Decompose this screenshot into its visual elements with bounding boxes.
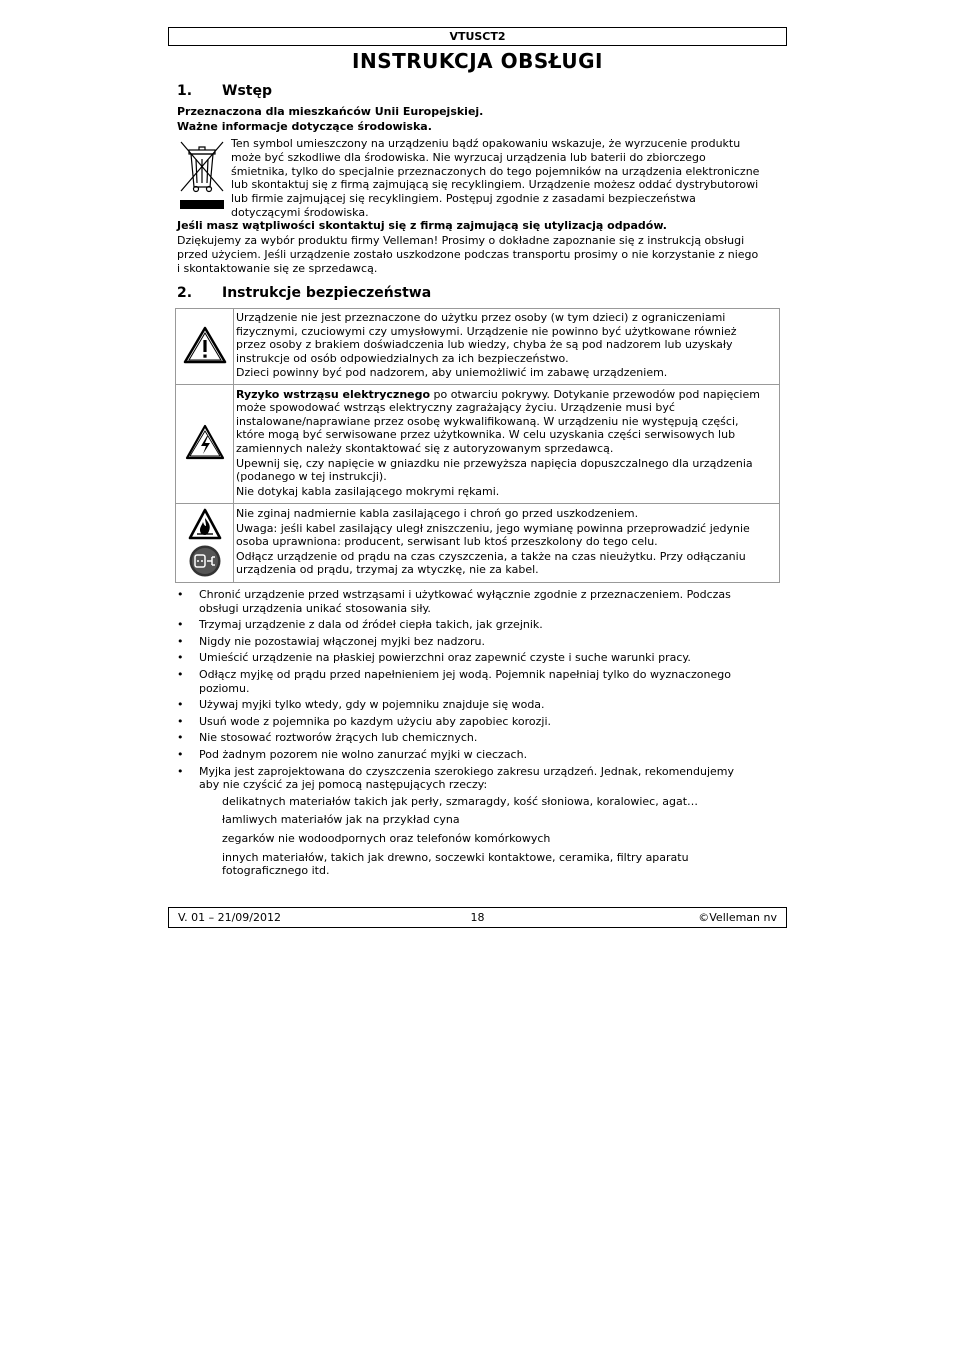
section-1-title: Wstęp — [222, 83, 272, 99]
sub-list-item — [177, 832, 767, 846]
electric-shock-icon — [185, 424, 225, 460]
document-title: INSTRUKCJA OBSŁUGI — [352, 49, 603, 73]
text-line: po otwarciu pokrywy. Dotykanie przewodów pod napięciem — [430, 387, 760, 401]
weee-line: Ten symbol umieszczony na urządzeniu bądź opakowaniu wskazuje, że wyrzucenie produktu — [231, 137, 741, 150]
weee-line: lub firmie zajmującej się recyklingiem. Postępuj zgodnie z zasadami bezpieczeństwa — [231, 192, 696, 206]
bullet-dot: • — [177, 634, 184, 648]
text-line: zamiennych należy skontaktować się z autoryzowanym sprzedawcą. — [236, 442, 614, 455]
text-line: Trzymaj urządzenie z dala od źródeł ciepła takich, jak grzejnik. — [199, 618, 543, 632]
text-line: Pod żadnym pozorem nie wolno zanurzać myjki w cieczach. — [199, 747, 528, 761]
voltage-check-paragraph — [236, 457, 777, 484]
text-line: osoba uprawniona: producent, serwisant lub ktoś przeszkolony do tego celu. — [236, 535, 658, 549]
environment-info-heading: Ważne informacje dotyczące środowiska. — [177, 120, 432, 133]
text-line: które mogą być serwisowane przez użytkownika. W celu uzyskania części serwisowych lub — [236, 428, 736, 442]
list-item — [177, 765, 767, 792]
text-line: Usuń wode z pojemnika po kazdym użyciu aby zapobiec korozji. — [199, 714, 551, 728]
section-2-title: Instrukcje bezpieczeństwa — [222, 285, 432, 301]
safety-text-cell — [234, 504, 780, 583]
safety-row-general — [176, 309, 780, 385]
sub-list-item — [177, 851, 767, 878]
list-item — [177, 635, 767, 649]
children-supervision-paragraph: Dzieci powinny być pod nadzorem, aby uniemożliwić im zabawę urządzeniem. — [236, 366, 668, 380]
safety-text-cell — [234, 309, 780, 385]
thanks-line: Dziękujemy za wybór produktu firmy Velleman! Prosimy o dokładne zapoznanie się z instrukcją obsługi — [177, 234, 745, 247]
text-line: innych materiałów, takich jak drewno, soczewki kontaktowe, ceramika, filtry aparatu — [222, 850, 689, 864]
bullet-dot: • — [177, 747, 184, 761]
weee-line: śmietnika, tylko do specjalnie przeznaczonych do tego pojemników na urządzenia elektroniczne — [231, 164, 760, 178]
list-item — [177, 698, 767, 712]
warning-triangle-icon — [183, 326, 227, 364]
fire-hazard-icon — [188, 508, 222, 542]
safety-row-electric — [176, 385, 780, 504]
list-item — [177, 715, 767, 729]
bullet-dot: • — [177, 698, 184, 712]
eu-residents-note: Przeznaczona dla mieszkańców Unii Europejskiej. — [177, 105, 484, 118]
text-line: (podanego w tej instrukcji). — [236, 470, 387, 484]
text-line: fizycznymi, czuciowymi czy umysłowymi. Urządzenie nie powinno być użytkowane również — [236, 324, 737, 338]
bullet-dot: • — [177, 588, 184, 601]
list-item — [177, 651, 767, 665]
text-line: aby nie czyścić za jej pomocą następujących rzeczy: — [199, 778, 488, 792]
section-1-heading — [177, 83, 272, 99]
text-line: instalowane/naprawiane przez osobę wykwalifikowaną. W urządzeniu nie występują części, — [236, 414, 739, 428]
safety-bullet-list — [177, 588, 767, 883]
list-item — [177, 618, 767, 632]
copyright: ©Velleman nv — [698, 911, 777, 924]
section-2-number: 2. — [177, 285, 193, 301]
text-line: Nigdy nie pozostawiaj włączonej myjki bez nadzoru. — [199, 634, 486, 648]
weee-line: lub skontaktuj się z firmą zajmującą się recyklingiem. Urządzenie możesz oddać dystrybutorowi — [231, 178, 759, 192]
text-line: Chronić urządzenie przed wstrząsami i użytkować wyłącznie zgodnie z przeznaczeniem. Podczas — [199, 588, 731, 601]
text-line: obsługi urządzenia unikać stosowania siły. — [199, 601, 431, 615]
cable-bend-paragraph: Nie zginaj nadmiernie kabla zasilającego i chroń go przed uszkodzeniem. — [236, 507, 639, 521]
text-line: poziomu. — [199, 681, 250, 695]
weee-line: dotyczącymi środowiska. — [231, 205, 369, 219]
text-line: fotograficznego itd. — [222, 864, 330, 878]
unplug-icon — [188, 544, 222, 578]
electric-risk-paragraph — [236, 388, 777, 456]
text-line: delikatnych materiałów takich jak perły, szmaragdy, kość słoniowa, koralowiec, agat… — [222, 794, 699, 808]
cable-replacement-paragraph — [236, 522, 777, 549]
safety-icon-cell — [176, 504, 234, 583]
list-item — [177, 748, 767, 762]
text-line: Odłącz myjkę od prądu przed napełnieniem jej wodą. Pojemnik napełniaj tylko do wyznaczonego — [199, 667, 731, 681]
section-2-heading — [177, 285, 431, 301]
model-header — [168, 27, 787, 46]
text-line: łamliwych materiałów jak na przykład cyna — [222, 813, 460, 827]
sub-list-item — [177, 813, 767, 827]
text-line: Urządzenie nie jest przeznaczone do użytku przez osoby (w tym dzieci) z ograniczeniami — [236, 311, 726, 325]
text-line: przez osoby z brakiem doświadczenia lub wiedzy, chyba że są pod nadzorem lub uzyskały — [236, 338, 733, 352]
safety-icon-cell — [176, 385, 234, 504]
bullet-dot: • — [177, 714, 184, 728]
text-line: Myjka jest zaprojektowana do czyszczenia szerokiego zakresu urządzeń. Jednak, rekomendujemy — [199, 764, 735, 778]
general-safety-paragraph — [236, 311, 777, 365]
model-name: VTUSCT2 — [449, 30, 506, 43]
weee-text — [231, 137, 781, 220]
version-date: V. 01 – 21/09/2012 — [178, 911, 281, 924]
text-line: urządzenia od prądu, trzymaj za wtyczkę, nie za kabel. — [236, 563, 539, 577]
text-line: instrukcje od osób odpowiedzialnych za ich bezpieczeństwo. — [236, 351, 569, 365]
weee-line: może być szkodliwe dla środowiska. Nie wyrzucaj urządzenia lub baterii do zbiorczego — [231, 150, 706, 164]
bullet-dot: • — [177, 667, 184, 681]
section-1-number: 1. — [177, 83, 193, 99]
safety-text-cell — [234, 385, 780, 504]
text-line: Odłącz urządzenie od prądu na czas czyszczenia, a także na czas nieużytku. Przy odłączaniu — [236, 549, 746, 563]
safety-icon-cell — [176, 309, 234, 385]
bullet-dot: • — [177, 651, 184, 665]
bullet-dot: • — [177, 764, 184, 778]
bullet-dot: • — [177, 731, 184, 745]
text-line: Upewnij się, czy napięcie w gniazdku nie przewyższa napięcia dopuszczalnego dla urządzenia — [236, 456, 753, 470]
bullet-dot: • — [177, 618, 184, 632]
unplug-paragraph — [236, 550, 777, 577]
thanks-line: przed użyciem. Jeśli urządzenie zostało uszkodzone podczas transportu prosimy o nie korzystanie z niego — [177, 247, 759, 261]
safety-table — [175, 308, 780, 583]
page-number: 18 — [470, 911, 485, 924]
thanks-line: i skontaktowanie się ze sprzedawcą. — [177, 261, 378, 275]
text-line: zegarków nie wodoodpornych oraz telefonów komórkowych — [222, 831, 551, 845]
text-line: Używaj myjki tylko wtedy, gdy w pojemniku znajduje się woda. — [199, 698, 545, 712]
list-item — [177, 731, 767, 745]
text-line: Uwaga: jeśli kabel zasilający uległ zniszczeniu, jego wymianę powinna przeprowadzić jedynie — [236, 521, 750, 535]
wet-hands-paragraph: Nie dotykaj kabla zasilającego mokrymi rękami. — [236, 484, 500, 498]
contact-waste-company-note: Jeśli masz wątpliwości skontaktuj się z firmą zajmującą się utylizacją odpadów. — [177, 219, 667, 232]
list-item — [177, 668, 767, 695]
list-item — [177, 588, 767, 615]
sub-list-item — [177, 795, 767, 809]
page-footer — [168, 907, 787, 928]
text-line: Nie stosować roztworów żrących lub chemicznych. — [199, 731, 478, 745]
weee-bin-icon — [178, 139, 226, 211]
electric-risk-lead: Ryzyko wstrząsu elektrycznego — [236, 387, 431, 401]
safety-row-cable — [176, 504, 780, 583]
text-line: Umieścić urządzenie na płaskiej powierzchni oraz zapewnić czyste i suche warunki pracy. — [199, 651, 691, 665]
text-line: może spowodować wstrząs elektryczny zagrażający życiu. Urządzenie musi być — [236, 401, 675, 415]
thanks-paragraph — [177, 234, 782, 275]
